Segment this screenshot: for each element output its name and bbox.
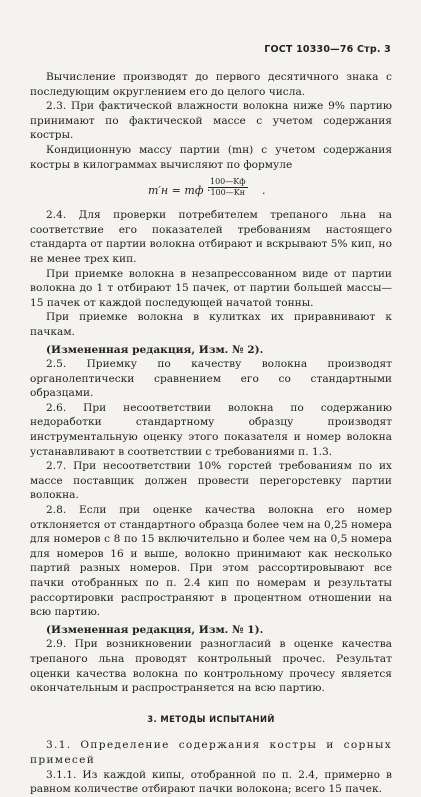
paragraph-2-8: 2.8. Если при оценке качества волокна его номер отклоняется от стандартного образца более чем на 0,25 номера для номеров с 8 по 15 включительно и более чем на 0,5 номера для номеров 16 и выше, волокно принимают как несколько партий разных номеров. При этом рассортировывают все пачки отобранных по п. 2.4 кип по номерам и результаты рассортировки распространяют в процентном отношении на всю партию.: [30, 504, 392, 619]
section-title: 3. МЕТОДЫ ИСПЫТАНИЙ: [147, 713, 275, 724]
paragraph-3-1-1: 3.1.1. Из каждой кипы, отобранной по п. 2.4, примерно в равном количестве отбирают пачки волокона; всего 15 пачек.: [30, 768, 392, 796]
paragraph-2-7: 2.7. При несоответствии 10% горстей требованиям по их массе поставщик должен провести перегорстевку партии волокна.: [30, 460, 392, 502]
formula-end: .: [262, 184, 266, 198]
paragraph-conditional-mass: Кондиционную массу партии (mн) с учетом содержания костры в килограммах вычисляют по формуле: [30, 143, 392, 171]
paragraph-kulitki: При приемке волокна в кулитках их приравнивают к пачкам.: [30, 311, 392, 338]
paragraph-2-6: 2.6. При несоответствии волокна по содержанию недоработки стандартному образцу производят инструментальную оценку этого показателя и номер волокна устанавливают в соответствии с требованиями п. 1.3.: [30, 401, 392, 458]
edit-note-2: (Измененная редакция, Изм. № 1).: [46, 623, 264, 636]
paragraph-intro: Вычисление производят до первого десятичного знака с последующим округлением его до целого числа.: [30, 71, 392, 98]
formula-denominator: 100—Kн: [210, 188, 246, 198]
formula-numerator: 100—Kф: [210, 177, 246, 187]
paragraph-unpressed: При приемке волокна в незапрессованном виде от партии волокна до 1 т отбирают 15 пачек, от партии большей массы—15 пачек от каждой последующей начатой тонны.: [30, 267, 392, 309]
paragraph-2-3: 2.3. При фактической влажности волокна ниже 9% партию принимают по фактической массе с учетом содержания костры.: [30, 100, 392, 142]
paragraph-2-4: 2.4. Для проверки потребителем трепаного льна на соответствие его показателей требованиям настоящего стандарта от партии волокна отбирают и вскрывают 5% кип, но не менее трех кип.: [30, 209, 392, 265]
paragraph-2-5: 2.5. Приемку по качеству волокна производят органолептически сравнением его со стандартными образцами.: [30, 358, 392, 400]
page-header: ГОСТ 10330—76 Стр. 3: [264, 44, 391, 55]
formula-fraction: [208, 177, 248, 198]
subsection-title: 3.1. Определение содержания костры и сорных примесей: [30, 739, 392, 766]
edit-note-1: (Измененная редакция, Изм. № 2).: [46, 343, 264, 356]
formula: [30, 176, 392, 206]
formula-lhs: m′н = mф ·: [148, 184, 211, 198]
page-content: [30, 70, 392, 797]
paragraph-2-9: 2.9. При возникновении разногласий в оценке качества трепаного льна проводят контрольный прочес. Результат оценки качества волокна по контрольному прочесу является окончательным и распространяется на всю партию.: [30, 638, 392, 695]
